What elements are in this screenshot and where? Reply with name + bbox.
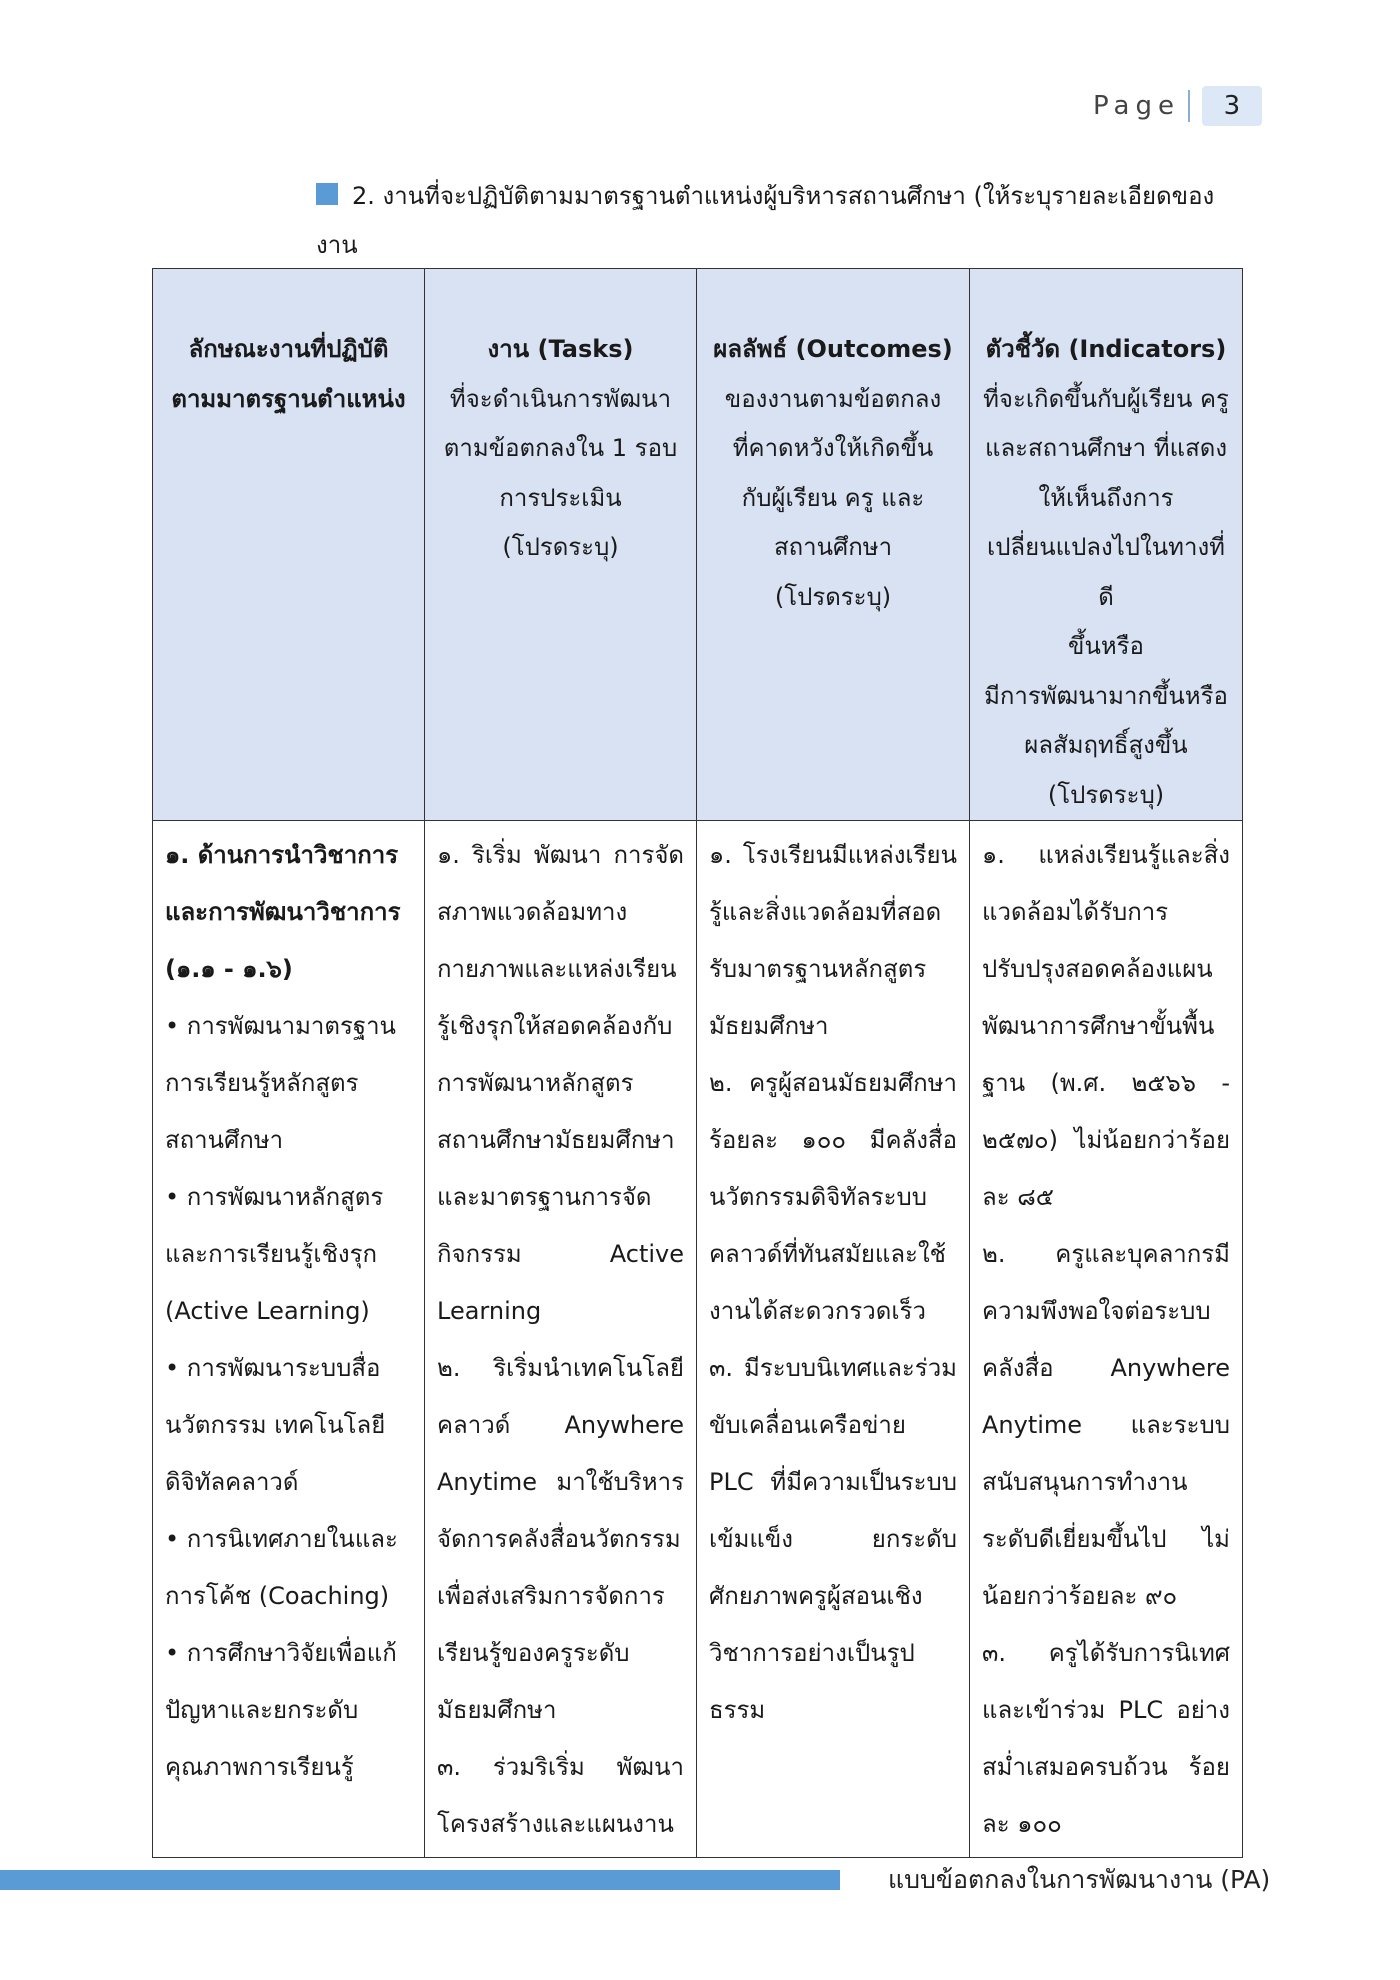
cell-tasks bbox=[425, 821, 697, 1858]
table-row bbox=[153, 821, 1243, 1858]
list-item: • การพัฒนามาตรฐานการเรียนรู้หลักสูตรสถานศึกษา bbox=[165, 1012, 396, 1154]
header-line: (โปรดระบุ) bbox=[502, 533, 619, 561]
footer-title: แบบข้อตกลงในการพัฒนางาน (PA) bbox=[888, 1865, 1271, 1894]
header-line: (โปรดระบุ) bbox=[774, 582, 892, 611]
header-line: ของงานตามข้อตกลง bbox=[724, 384, 942, 413]
header-line: ให้เห็นถึงการ bbox=[1038, 483, 1174, 512]
list-item: • การพัฒนาหลักสูตรและการเรียนรู้เชิงรุก (Active Learning) bbox=[165, 1183, 384, 1325]
header-line: ตามมาตรฐานตำแหน่ง bbox=[171, 384, 406, 413]
intro-line-1-text: 2. งานที่จะปฏิบัติตามมาตรฐานตำแหน่งผู้บริหารสถานศึกษา (ให้ระบุรายละเอียดของงาน bbox=[316, 182, 1215, 259]
list-item: ๒. ครูผู้สอนมัธยมศึกษาร้อยละ ๑๐๐ มีคลังสื่อนวัตกรรมดิจิทัลระบบคลาวด์ที่ทันสมัยและใช้งานได้สะดวกรวดเร็ว bbox=[709, 1069, 957, 1325]
list-item: • การนิเทศภายในและการโค้ช (Coaching) bbox=[165, 1525, 398, 1610]
list-item: ๒. ครูและบุคลากรมีความพึงพอใจต่อระบบคลังสื่อ Anywhere Anytime และระบบสนับสนุนการทำงานระดับดีเยี่ยมขึ้นไป ไม่น้อยกว่าร้อยละ ๙๐ bbox=[982, 1240, 1230, 1610]
header-line: ขึ้นหรือ bbox=[1068, 632, 1144, 660]
header-title: ตัวชี้วัด (Indicators) bbox=[985, 335, 1227, 363]
header-title: ลักษณะงานที่ปฏิบัติ bbox=[188, 335, 389, 363]
list-item: ๑. ริเริ่ม พัฒนา การจัดสภาพแวดล้อมทางกายภาพและแหล่งเรียนรู้เชิงรุกให้สอดคล้องกับการพัฒนาหลักสูตรสถานศึกษามัธยมศึกษาและมาตรฐานการจัดกิจกรรม Active Learning bbox=[437, 841, 684, 1325]
cell-outcomes bbox=[697, 821, 970, 1858]
intro-line-1 bbox=[170, 172, 1236, 270]
cell-standard bbox=[153, 821, 425, 1858]
page-number: 3 bbox=[1202, 86, 1262, 126]
list-item: ๓. มีระบบนิเทศและร่วมขับเคลื่อนเครือข่าย PLC ที่มีความเป็นระบบเข้มแข็ง ยกระดับศักยภาพครูผู้สอนเชิงวิชาการอย่างเป็นรูปธรรม bbox=[709, 1354, 957, 1724]
footer-accent-bar bbox=[0, 1870, 840, 1890]
list-item: ๑. แหล่งเรียนรู้และสิ่งแวดล้อมได้รับการปรับปรุงสอดคล้องแผนพัฒนาการศึกษาขั้นพื้นฐาน (พ.ศ. ๒๕๖๖ - ๒๕๗๐) ไม่น้อยกว่าร้อยละ ๘๕ bbox=[982, 841, 1230, 1211]
header-line: และสถานศึกษา ที่แสดง bbox=[984, 434, 1228, 462]
header-cell-tasks bbox=[425, 269, 697, 821]
header-line: กับผู้เรียน ครู และ bbox=[741, 483, 925, 512]
header-line: ผลสัมฤทธิ์สูงขึ้น bbox=[1024, 731, 1188, 759]
header-cell-indicators bbox=[970, 269, 1243, 821]
header-title: ผลลัพธ์ (Outcomes) bbox=[713, 335, 953, 363]
header-line: ที่คาดหวังให้เกิดขึ้น bbox=[732, 434, 934, 462]
list-item: ๓. ร่วมริเริ่ม พัฒนาโครงสร้างและแผนงาน bbox=[437, 1753, 684, 1838]
pa-table bbox=[152, 268, 1243, 1858]
header-line: การประเมิน bbox=[499, 483, 622, 512]
list-item: ๓. ครูได้รับการนิเทศและเข้าร่วม PLC อย่างสม่ำเสมอครบถ้วน ร้อยละ ๑๐๐ bbox=[982, 1639, 1230, 1838]
list-item: • การพัฒนาระบบสื่อนวัตกรรม เทคโนโลยีดิจิทัลคลาวด์ bbox=[165, 1354, 386, 1496]
header-cell-standard bbox=[153, 269, 425, 821]
list-item: • การศึกษาวิจัยเพื่อแก้ปัญหาและยกระดับคุณภาพการเรียนรู้ bbox=[165, 1639, 397, 1781]
cell-heading: ๑. ด้านการนำวิชาการและการพัฒนาวิชาการ (๑.๑ - ๑.๖) bbox=[165, 841, 401, 983]
header-line: ตามข้อตกลงใน 1 รอบ bbox=[443, 434, 678, 462]
header-cell-outcomes bbox=[697, 269, 970, 821]
list-item: ๑. โรงเรียนมีแหล่งเรียนรู้และสิ่งแวดล้อมที่สอดรับมาตรฐานหลักสูตรมัธยมศึกษา bbox=[709, 841, 957, 1040]
page-word: Page bbox=[1093, 91, 1180, 121]
list-item: ๒. ริเริ่มนำเทคโนโลยีคลาวด์ Anywhere Anytime มาใช้บริหารจัดการคลังสื่อนวัตกรรมเพื่อส่งเสริมการจัดการเรียนรู้ของครูระดับมัธยมศึกษา bbox=[437, 1354, 684, 1724]
header-line: ที่จะดำเนินการพัฒนา bbox=[449, 384, 672, 413]
square-bullet-icon bbox=[316, 183, 338, 205]
header-line: (โปรดระบุ) bbox=[1047, 780, 1165, 809]
header-line: เปลี่ยนแปลงไปในทางที่ดี bbox=[986, 533, 1225, 611]
cell-indicators bbox=[970, 821, 1243, 1858]
header-line: มีการพัฒนามากขึ้นหรือ bbox=[984, 681, 1228, 710]
header-line: ที่จะเกิดขึ้นกับผู้เรียน ครู bbox=[983, 384, 1229, 413]
page-separator bbox=[1188, 90, 1190, 122]
page-number-header bbox=[1093, 86, 1262, 126]
header-title: งาน (Tasks) bbox=[487, 335, 634, 363]
header-line: สถานศึกษา bbox=[773, 533, 893, 561]
